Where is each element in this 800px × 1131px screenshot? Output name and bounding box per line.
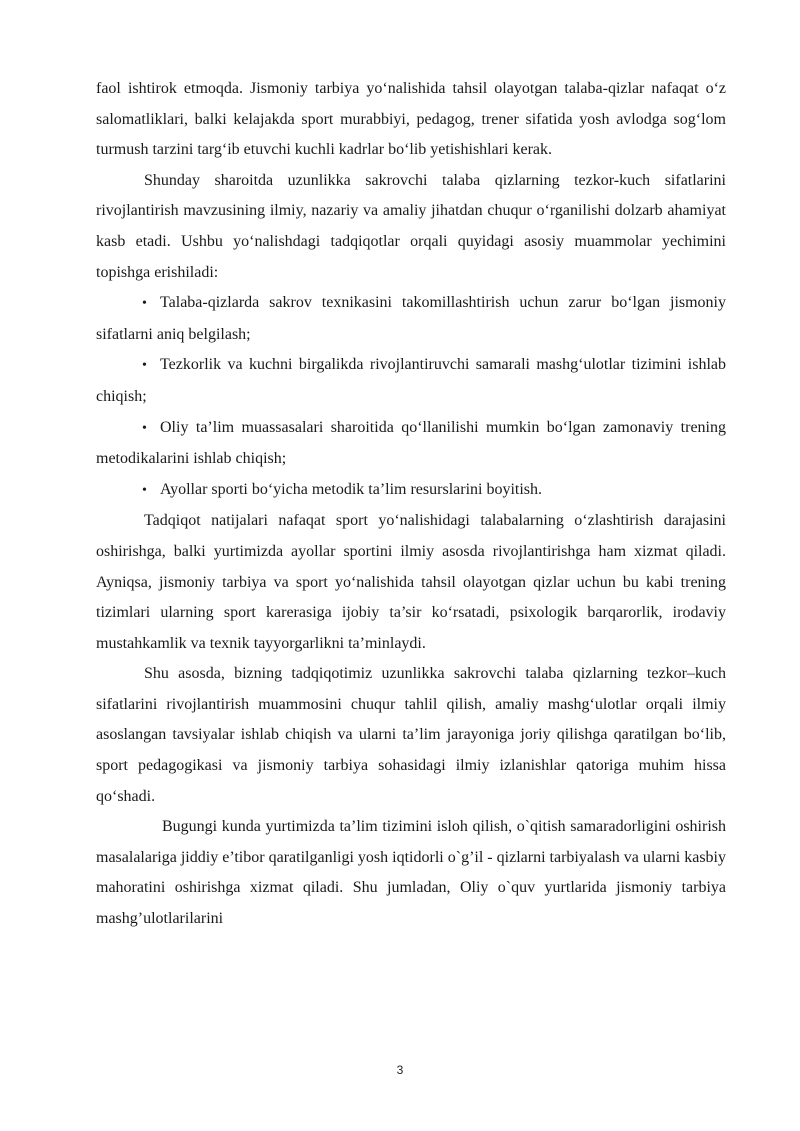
paragraph-education-reform: Bugungi kunda yurtimizda ta’lim tizimini isloh qilish, o`qitish samaradorligini oshirish masalalariga jiddiy e’tibor qaratilganligi yosh iqtidorli o`g’il - qizlarni tarbiyalash va ularni kasbiy mahoratini oshirishga xizmat qiladi. Shu jumladan, Oliy o`quv yurtlarida jismoniy tarbiya mashg’ulotlarilarini (96, 818, 726, 928)
list-item (96, 288, 726, 350)
document-page (96, 74, 726, 935)
list-item-text: Ayollar sporti bo‘yicha metodik ta’lim resurslarini boyitish. (160, 480, 543, 498)
list-item (96, 413, 726, 475)
list-item-text: Talaba-qizlarda sakrov texnikasini takomillashtirish uchun zarur bo‘lgan jismoniy sifatlarni aniq belgilash; (96, 294, 726, 343)
bullet-icon: • (142, 420, 147, 436)
list-item-text: Oliy ta’lim muassasalari sharoitida qo‘llanilishi mumkin bo‘lgan zamonaviy trening metodikalarini ishlab chiqish; (96, 418, 726, 468)
paragraph-research-goal: Shu asosda, bizning tadqiqotimiz uzunlikka sakrovchi talaba qizlarning tezkor–kuch sifatlarini rivojlantirish muammosini chuqur tahlil qilish, amaliy mashg‘ulotlar orqali ilmiy asoslangan tavsiyalar ishlab chiqish va ularni ta’lim jarayoniga joriy qilishga qaratilgan bo‘lib, sport pedagogikasi va jismoniy tarbiya sohasidagi ilmiy izlanishlar qatoriga muhim hissa qo‘shadi. (96, 665, 726, 805)
list-item-text: Tezkorlik va kuchni birgalikda rivojlantiruvchi samarali mashg‘ulotlar tizimini ishlab chiqish; (96, 356, 726, 405)
bullet-icon: • (142, 482, 147, 498)
list-item (96, 475, 726, 507)
page-number: 3 (396, 1063, 404, 1077)
bullet-icon: • (142, 296, 147, 312)
list-item (96, 350, 726, 412)
paragraph-context: Shunday sharoitda uzunlikka sakrovchi talaba qizlarning tezkor-kuch sifatlarini rivojlantirish mavzusining ilmiy, nazariy va amaliy jihatdan chuqur o‘rganilishi dolzarb ahamiyat kasb etadi. Ushbu yo‘nalishdagi tadqiqotlar orqali quyidagi asosiy muammolar yechimini topishga erishiladi: (96, 171, 726, 281)
paragraph-results: Tadqiqot natijalari nafaqat sport yo‘nalishidagi talabalarning o‘zlashtirish darajasini oshirishga, balki yurtimizda ayollar sportini ilmiy asosda rivojlantirishga ham xizmat qiladi. Ayniqsa, jismoniy tarbiya va sport yo‘nalishida tahsil olayotgan qizlar uchun bu kabi trening tizimlari ularning sport karerasiga ijobiy ta’sir ko‘rsatadi, psixologik barqarorlik, irodaviy mustahkamlik va texnik tayyorgarlikni ta’minlaydi. (96, 512, 726, 652)
bullet-icon: • (142, 358, 147, 374)
paragraph-intro: faol ishtirok etmoqda. Jismoniy tarbiya yo‘nalishida tahsil olayotgan talaba-qizlar nafaqat o‘z salomatliklari, balki kelajakda sport murabbiyi, pedagog, trener sifatida yosh avlodga sog‘lom turmush tarzini targ‘ib etuvchi kuchli kadrlar bo‘lib yetishishlari kerak. (96, 80, 726, 159)
